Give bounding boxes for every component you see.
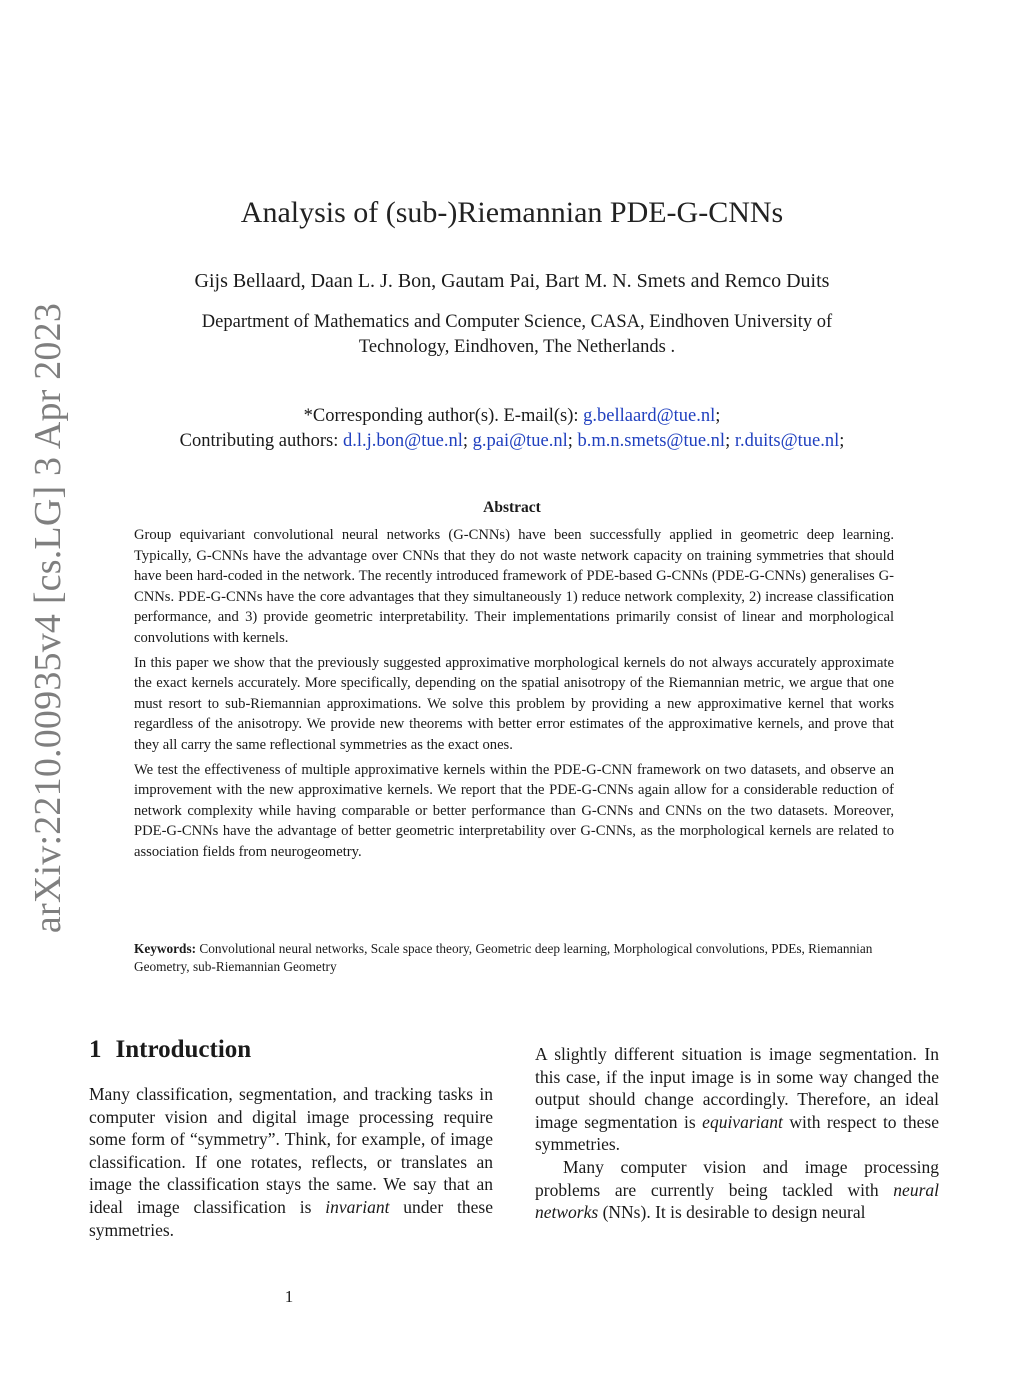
- intro-p2-after: with respect to these symmetries.: [535, 1111, 939, 1155]
- abstract-paragraph-1: Group equivariant convolutional neural networks (G-CNNs) have been successfully applied in geometric deep learning. Typically, G-CNNs have the advantage over CNNs that they do not waste network capacity on training symmetries that should have been hard-coded in the network. The recently introduced framework of PDE-based G-CNNs (PDE-G-CNNs) generalises G-CNNs. PDE-G-CNNs have the core advantages that they simultaneously 1) reduce network complexity, 2) increase classification performance, and 3) provide geometric interpretability. Their implementations primarily consist of linear and morphological convolutions with kernels.: [134, 527, 894, 646]
- intro-paragraph-1: [89, 1083, 493, 1241]
- corresponding-prefix: *Corresponding author(s). E-mail(s):: [303, 406, 584, 426]
- section-heading-introduction: [89, 1036, 251, 1064]
- contributing-suffix: ;: [839, 431, 845, 451]
- abstract-paragraph-3: We test the effectiveness of multiple approximative kernels within the PDE-G-CNN framework on two datasets, and observe an improvement with the new approximative kernels. We report that the PDE-G-CNNs again allow for a considerable reduction of network complexity while having comparable or better performance than G-CNNs and CNNs on the two datasets. Moreover, PDE-G-CNNs have the advantage of better geometric interpretability over G-CNNs, as the morphological kernels are related to association fields from neurogeometry.: [134, 761, 894, 860]
- email-link-bon[interactable]: d.l.j.bon@tue.nl: [343, 431, 463, 451]
- left-column-text: [89, 1083, 493, 1241]
- contributing-prefix: Contributing authors:: [179, 431, 344, 451]
- contributing-authors-line: [60, 429, 964, 454]
- abstract-heading: Abstract: [483, 499, 541, 516]
- abstract-paragraph-2: In this paper we show that the previously suggested approximative morphological kernels do not always accurately approximate the exact kernels accurately. More specifically, depending on the spatial anisotropy of the Riemannian metric, we argue that one must resort to sub-Riemannian approximations. We solve this problem by providing a new approximative kernel that works regardless of the anisotropy. We provide new theorems with better error estimates of the approximative kernels, and prove that they all carry the same reflectional symmetries as the exact ones.: [134, 654, 894, 753]
- page-number: 1: [284, 1287, 294, 1306]
- right-column-text: [535, 1043, 939, 1224]
- email-link-pai[interactable]: g.pai@tue.nl: [472, 431, 568, 451]
- intro-p2-italic: equivariant: [702, 1111, 783, 1132]
- intro-p3-italic: neural networks: [535, 1179, 939, 1223]
- email-link-smets[interactable]: b.m.n.smets@tue.nl: [577, 431, 726, 451]
- affiliation-line-2: Technology, Eindhoven, The Netherlands .: [358, 337, 676, 357]
- abstract-body: [134, 525, 894, 867]
- keywords-label: Keywords:: [134, 941, 197, 956]
- contact-block: [60, 404, 964, 454]
- email-separator: ;: [567, 431, 578, 451]
- intro-p2-text: A slightly different situation is image segmentation. In this case, if the input image is in some way changed the output should change accordingly. Therefore, an ideal image segmentation is: [535, 1044, 939, 1132]
- keywords-text: Convolutional neural networks, Scale space theory, Geometric deep learning, Morphological convolutions, PDEs, Riemannian Geometry, sub-Riemannian Geometry: [134, 941, 873, 974]
- section-number: 1: [89, 1036, 102, 1063]
- paper-title: Analysis of (sub-)Riemannian PDE-G-CNNs: [240, 196, 784, 229]
- intro-paragraph-2: [535, 1043, 939, 1156]
- affiliation-line-1: Department of Mathematics and Computer Science, CASA, Eindhoven University of: [201, 312, 833, 332]
- affiliation: [120, 310, 914, 360]
- intro-p3-text: Many computer vision and image processing problems are currently being tackled with: [535, 1156, 939, 1200]
- intro-p3-after: (NNs). It is desirable to design neural: [598, 1202, 866, 1223]
- intro-paragraph-3: [535, 1156, 939, 1224]
- corresponding-author-line: [60, 404, 964, 429]
- email-link-duits[interactable]: r.duits@tue.nl: [734, 431, 840, 451]
- arxiv-identifier-stamp: arXiv:2210.00935v4 [cs.LG] 3 Apr 2023: [27, 302, 69, 934]
- section-title: Introduction: [115, 1036, 252, 1063]
- intro-p1-after: under these symmetries.: [89, 1196, 493, 1240]
- email-separator: ;: [725, 431, 735, 451]
- intro-p1-italic: invariant: [325, 1196, 390, 1217]
- corresponding-suffix: ;: [715, 406, 721, 426]
- email-link-corresponding[interactable]: g.bellaard@tue.nl: [583, 406, 716, 426]
- keywords: [134, 940, 894, 976]
- email-separator: ;: [462, 431, 473, 451]
- intro-p1-text: Many classification, segmentation, and tracking tasks in computer vision and digital image processing require some form of “symmetry”. Think, for example, of image classification. If one rotates, reflects, or translates an image the classification stays the same. We say that an ideal image classification is: [89, 1084, 493, 1217]
- author-list: Gijs Bellaard, Daan L. J. Bon, Gautam Pai, Bart M. N. Smets and Remco Duits: [194, 270, 830, 292]
